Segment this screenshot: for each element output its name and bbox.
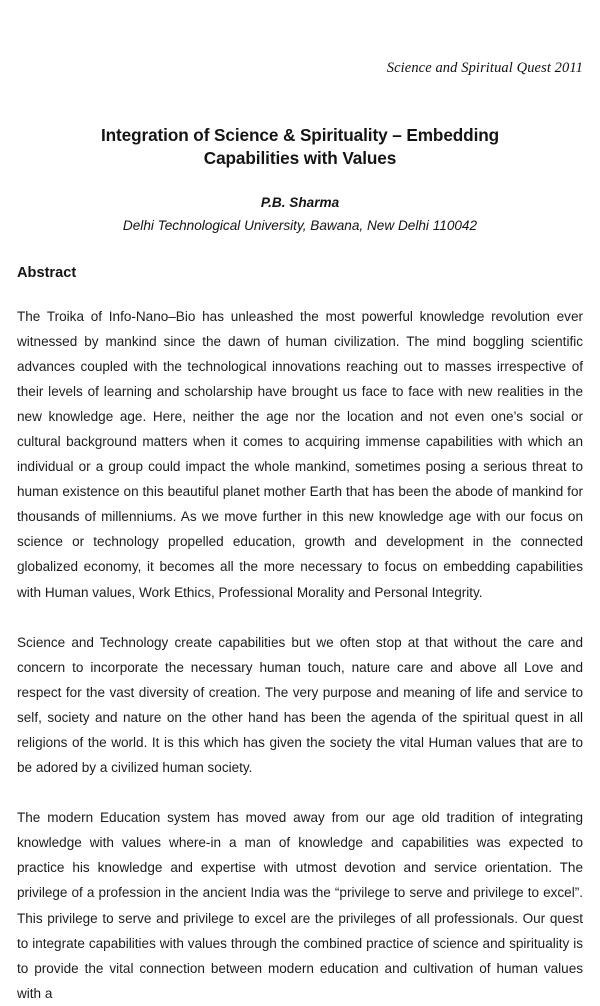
title-block [45, 124, 555, 169]
abstract-heading: Abstract [17, 265, 77, 281]
abstract-paragraph: Science and Technology create capabilities but we often stop at that without the care and concern to incorporate the necessary human touch, nature care and above all Love and respect for the vast diversity of creation. The very purpose and meaning of life and service to self, society and nature on the other hand has been the agenda of the spiritual quest in all religions of the world. It is this which has given the society the vital Human values that are to be adored by a civilized human society. [17, 634, 583, 776]
title-line-1: Integration of Science & Spirituality – Embedding [100, 125, 500, 145]
running-head: Science and Spiritual Quest 2011 [386, 60, 583, 76]
author-block [30, 193, 570, 235]
abstract-section [17, 265, 583, 1006]
abstract-paragraph: The Troika of Info-Nano–Bio has unleashed the most powerful knowledge revolution ever witnessed by mankind since the dawn of human civilization. The mind boggling scientific advances coupled with the technological innovations reaching out to masses irrespective of their levels of learning and scholarship have brought us face to face with new realities in the new knowledge age. Here, neither the age nor the location and not even one’s social or cultural background matters when it comes to acquiring immense capabilities with which an individual or a group could impact the whole mankind, sometimes posing a serious threat to human existence on this beautiful planet mother Earth that has been the abode of mankind for thousands of millenniums. As we move further in this new knowledge age with our focus on science or technology propelled education, growth and development in the connected globalized economy, it becomes all the more necessary to focus on embedding capabilities with Human values, Work Ethics, Professional Morality and Personal Integrity. [17, 308, 583, 600]
author-name: P.B. Sharma [260, 195, 340, 210]
page-title [45, 124, 555, 169]
abstract-paragraph: The modern Education system has moved away from our age old tradition of integrating knowledge with values where-in a man of knowledge and capabilities was expected to practice his knowledge and expertise with utmost devotion and service orientation. The privilege of a profession in the ancient India was the “privilege to serve and privilege to excel”. This privilege to serve and privilege to excel are the privileges of all professionals. Our quest to integrate capabilities with values through the combined practice of science and spirituality is to provide the vital connection between modern education and cultivation of human values with a [17, 810, 583, 1001]
author-affiliation: Delhi Technological University, Bawana, New Delhi 110042 [122, 217, 478, 233]
title-line-2: Capabilities with Values [203, 147, 397, 168]
